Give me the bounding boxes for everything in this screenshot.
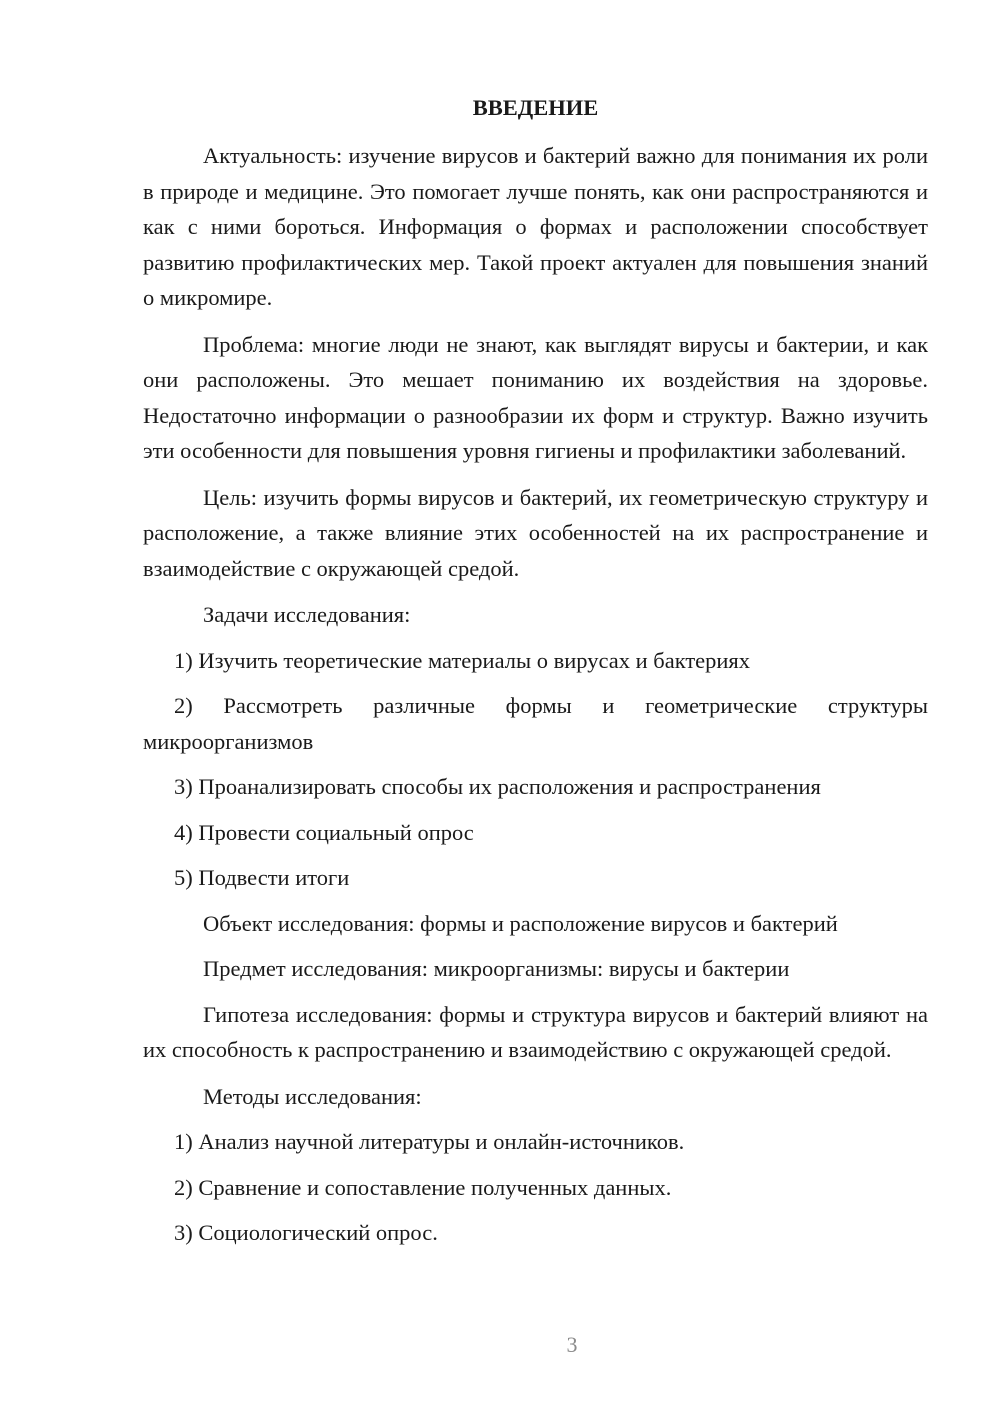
task-item: 1) Изучить теоретические материалы о вирусах и бактериях: [174, 647, 751, 673]
page-number: 3: [566, 1332, 578, 1357]
task-item: 4) Провести социальный опрос: [174, 819, 474, 845]
research-object: Объект исследования: формы и расположение вирусов и бактерий: [203, 910, 838, 936]
document-page: [143, 92, 928, 1261]
method-item: 2) Сравнение и сопоставление полученных данных.: [174, 1174, 672, 1200]
research-subject: Предмет исследования: микроорганизмы: вирусы и бактерии: [203, 956, 790, 981]
method-item: 3) Социологический опрос.: [174, 1220, 438, 1245]
methods-heading: Методы исследования:: [203, 1083, 422, 1109]
goal-paragraph: Цель: изучить формы вирусов и бактерий, их геометрическую структуру и расположение, а также влияние этих особенностей на их распространение и взаимодействие с окружающей средой.: [143, 484, 928, 581]
task-item: 3) Проанализировать способы их расположения и распространения: [174, 774, 821, 799]
relevance-paragraph: Актуальность: изучение вирусов и бактерий важно для понимания их роли в природе и медицине. Это помогает лучше понять, как они распространяются и как с ними бороться. Информация о формах и расположении способствует развитию профилактических мер. Такой проект актуален для повышения знаний о микромире.: [143, 143, 928, 310]
section-title: ВВЕДЕНИЕ: [472, 95, 599, 120]
task-item: 2) Рассмотреть различные формы и геометрические структуры микроорганизмов: [143, 693, 928, 754]
task-item: 5) Подвести итоги: [174, 865, 350, 890]
hypothesis-paragraph: Гипотеза исследования: формы и структура вирусов и бактерий влияют на их способность к распространению и взаимодействию с окружающей средой.: [143, 1001, 928, 1062]
method-item: 1) Анализ научной литературы и онлайн-источников.: [174, 1129, 685, 1154]
problem-paragraph: Проблема: многие люди не знают, как выглядят вирусы и бактерии, и как они расположены. Это мешает пониманию их воздействия на здоровье. Недостаточно информации о разнообразии их форм и структур. Важно изучить эти особенности для повышения уровня гигиены и профилактики заболеваний.: [143, 331, 928, 463]
tasks-heading: Задачи исследования:: [203, 602, 411, 627]
